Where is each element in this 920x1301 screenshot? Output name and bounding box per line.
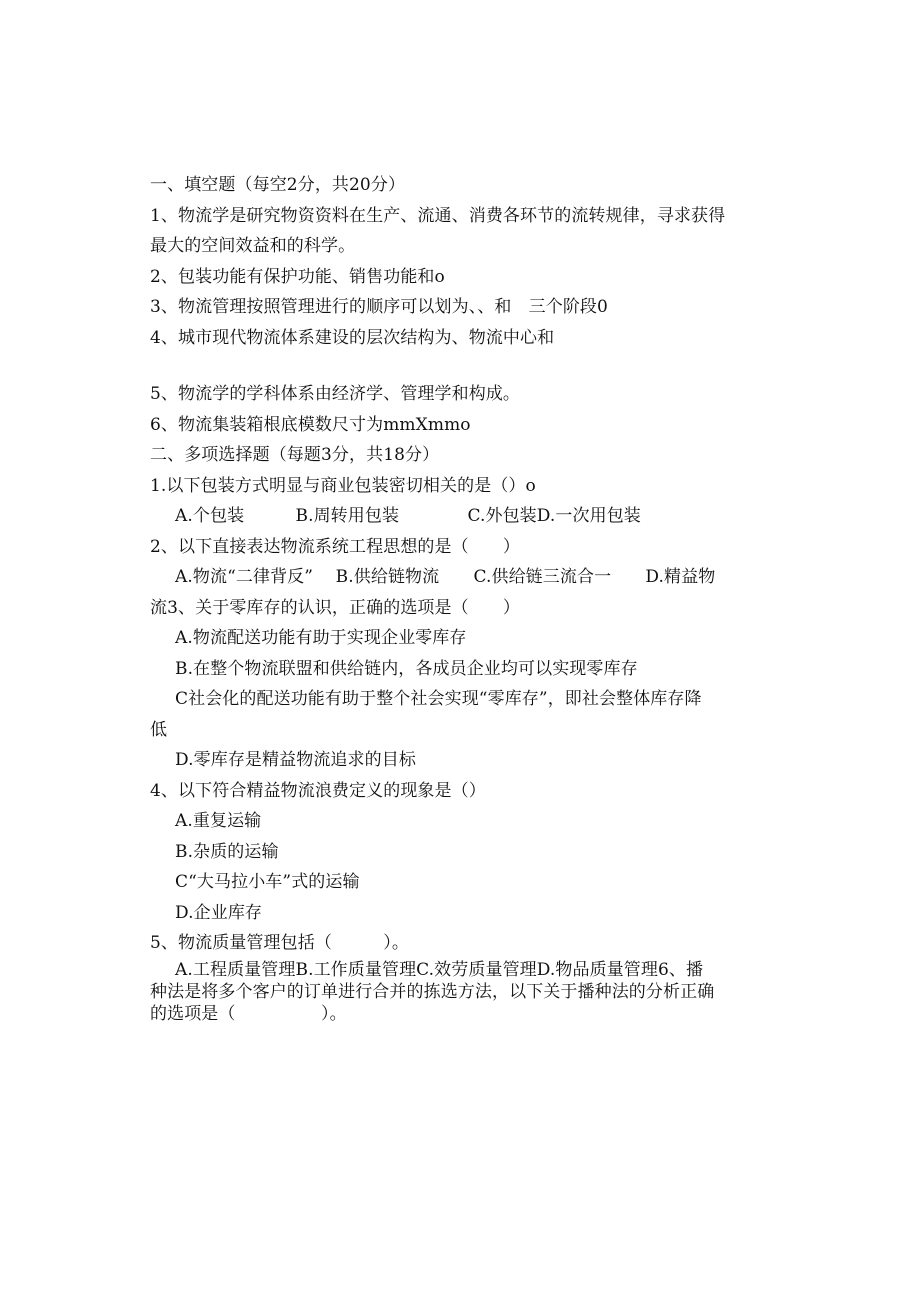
fill-question-3: 3、物流管理按照管理进行的顺序可以划为、、和 三个阶段0	[150, 297, 608, 317]
choice-question-4-option-a: A.重复运输	[175, 811, 262, 831]
choice-question-4-option-b: B.杂质的运输	[175, 841, 279, 862]
choice-question-3: 流3、关于零库存的认识，正确的选项是（ ）	[150, 597, 521, 618]
choice-question-3-option-a: A.物流配送功能有助于实现企业零库存	[175, 628, 467, 648]
choice-question-3-option-b: B.在整个物流联盟和供给链内，各成员企业均可以实现零库存	[175, 658, 638, 679]
choice-question-6-line-2: 的选项是（ ）。	[150, 1003, 347, 1024]
exam-page	[150, 170, 780, 1025]
choice-question-4-option-d: D.企业库存	[175, 902, 263, 923]
choice-question-4-option-c: C“大马拉小车”式的运输	[175, 872, 360, 892]
fill-question-2: 2、包装功能有保护功能、销售功能和o	[150, 266, 445, 287]
choice-question-3-option-c: C社会化的配送功能有助于整个社会实现“零库存”，即社会整体库存降	[175, 689, 702, 709]
choice-question-6-line-1: 种法是将多个客户的订单进行合并的拣选方法，以下关于播种法的分析正确	[150, 981, 715, 1002]
choice-question-4: 4、以下符合精益物流浪费定义的现象是（）	[150, 780, 486, 801]
choice-question-5-options: A.工程质量管理B.工作质量管理C.效劳质量管理D.物品质量管理6、播	[175, 959, 704, 980]
blank-gap	[150, 353, 780, 379]
fill-question-6: 6、物流集装箱根底模数尺寸为mmXmmo	[150, 414, 471, 435]
section-fill-blank-title: 一、填空题（每空2分，共20分）	[150, 175, 406, 195]
choice-question-1: 1.以下包装方式明显与商业包装密切相关的是（）o	[150, 475, 536, 496]
choice-question-2: 2、以下直接表达物流系统工程思想的是（ ）	[150, 536, 521, 557]
choice-question-2-options: A.物流“二律背反” B.供给链物流 C.供给链三流合一 D.精益物	[175, 567, 716, 587]
fill-question-5: 5、物流学的学科体系由经济学、管理学和构成。	[150, 384, 521, 404]
choice-question-3-option-d: D.零库存是精益物流追求的目标	[175, 750, 416, 770]
choice-question-5: 5、物流质量管理包括（ ）。	[150, 933, 409, 953]
section-multiple-choice-title: 二、多项选择题（每题3分，共18分）	[150, 445, 440, 465]
fill-question-1-line-1: 1、物流学是研究物资资料在生产、流通、消费各环节的流转规律，寻求获得	[150, 205, 726, 226]
fill-question-4: 4、城市现代物流体系建设的层次结构为、物流中心和	[150, 327, 555, 348]
fill-question-1-line-2: 最大的空间效益和的科学。	[150, 236, 356, 256]
choice-question-1-options: A.个包装 B.周转用包装 C.外包装D.一次用包装	[175, 506, 641, 526]
choice-question-3-option-c-cont: 低	[150, 719, 168, 740]
